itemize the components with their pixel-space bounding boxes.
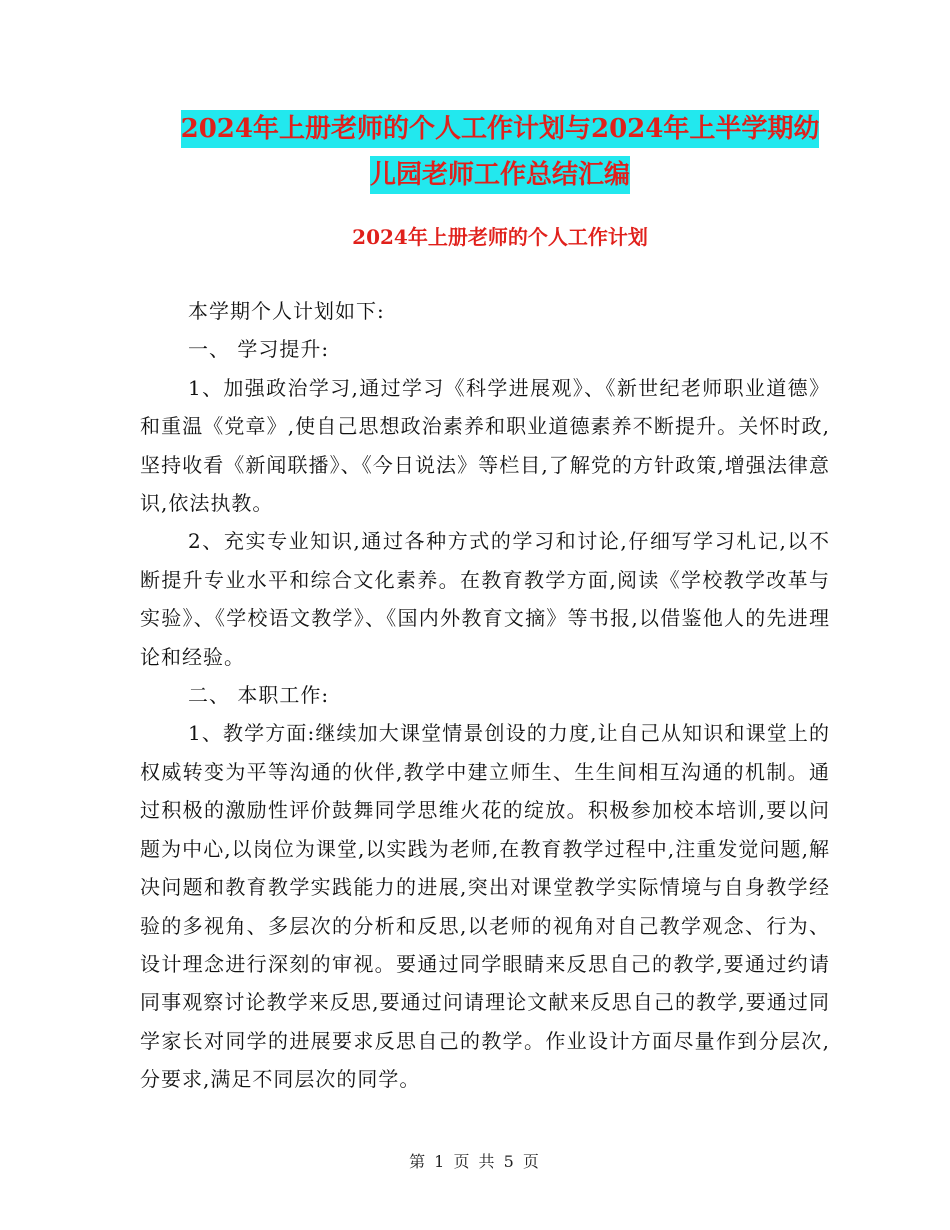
title-line-1: 2024年上册老师的个人工作计划与2024年上半学期幼: [181, 110, 820, 148]
paragraph-professional-knowledge: 2、充实专业知识,通过各种方式的学习和讨论,仔细写学习札记,以不断提升专业水平和综合文化素养。在教育教学方面,阅读《学校教学改革与实验》、《学校语文教学》、《国内外教育文摘》等书报,以借鉴他人的先进理论和经验。: [140, 529, 830, 669]
heading-study: 一、 学习提升:: [188, 337, 330, 362]
document-body: [140, 292, 830, 1099]
title-line-2: 儿园老师工作总结汇编: [370, 156, 630, 194]
paragraph-intro: 本学期个人计划如下:: [188, 299, 385, 323]
paragraph-teaching: 1、教学方面:继续加大课堂情景创设的力度,让自己从知识和课堂上的权威转变为平等沟通的伙伴,教学中建立师生、生生间相互沟通的机制。通过积极的激励性评价鼓舞同学思维火花的绽放。积极参加校本培训,要以问题为中心,以岗位为课堂,以实践为老师,在教育教学过程中,注重发觉问题,解决问题和教育教学实践能力的进展,突出对课堂教学实际情境与自身教学经验的多视角、多层次的分析和反思,以老师的视角对自己教学观念、行为、设计理念进行深刻的审视。要通过同学眼睛来反思自己的教学,要通过约请同事观察讨论教学来反思,要通过问请理论文献来反思自己的教学,要通过同学家长对同学的进展要求反思自己的教学。作业设计方面尽量作到分层次,分要求,满足不同层次的同学。: [140, 721, 830, 1092]
heading-duties: 二、 本职工作:: [188, 683, 330, 708]
page-footer: 第 1 页 共 5 页: [409, 1152, 541, 1171]
document-title: [120, 106, 880, 198]
paragraph-political-study: 1、加强政治学习,通过学习《科学进展观》、《新世纪老师职业道德》和重温《党章》,使自己思想政治素养和职业道德素养不断提升。关怀时政,坚持收看《新闻联播》、《今日说法》等栏目,了解党的方针政策,增强法律意识,依法执教。: [140, 375, 830, 516]
section-title: 2024年上册老师的个人工作计划: [352, 225, 648, 249]
